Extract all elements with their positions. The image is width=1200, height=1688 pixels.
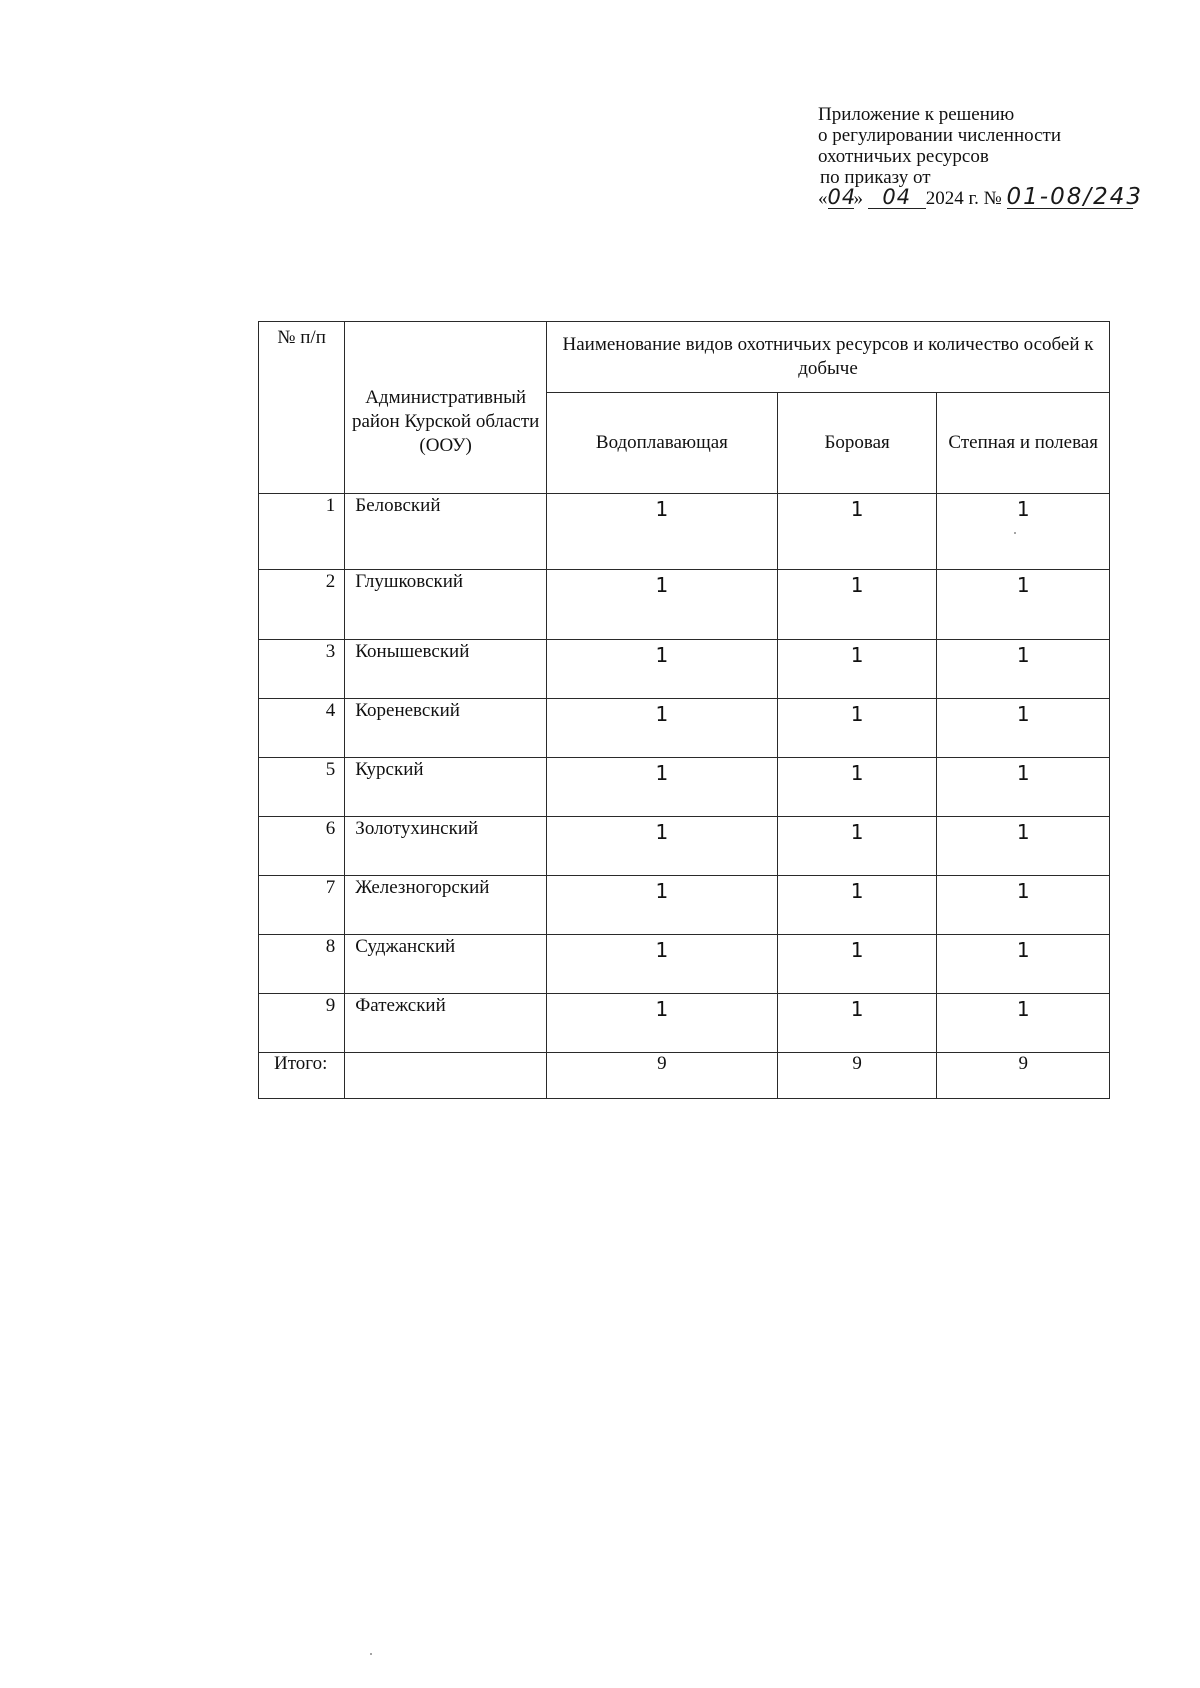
appendix-line-2: о регулировании численности bbox=[818, 125, 1061, 146]
total-waterfowl: 9 bbox=[547, 1053, 778, 1099]
appendix-line-1: Приложение к решению bbox=[818, 104, 1015, 125]
district-name: Суджанский bbox=[345, 935, 547, 994]
appendix-line-4: по приказу от bbox=[820, 167, 931, 188]
appendix-header bbox=[818, 104, 1144, 210]
order-year-text: 2024 г. № bbox=[925, 188, 1002, 209]
waterfowl-count: 1 bbox=[547, 570, 778, 640]
forest-game-count: 1 bbox=[777, 994, 937, 1053]
steppe-game-count: 1 bbox=[937, 494, 1110, 570]
order-number: 01-08/243 bbox=[1006, 184, 1144, 210]
order-day: 04 bbox=[827, 185, 857, 209]
forest-game-count: 1 bbox=[777, 758, 937, 817]
steppe-game-count: 1 bbox=[937, 758, 1110, 817]
row-number: 2 bbox=[259, 570, 345, 640]
header-num: № п/п bbox=[259, 322, 345, 494]
forest-game-count: 1 bbox=[777, 640, 937, 699]
waterfowl-count: 1 bbox=[547, 817, 778, 876]
waterfowl-count: 1 bbox=[547, 876, 778, 935]
row-number: 7 bbox=[259, 876, 345, 935]
open-quote: « bbox=[818, 188, 828, 209]
steppe-game-count: 1 bbox=[937, 876, 1110, 935]
table-row bbox=[259, 935, 1110, 994]
appendix-line-3: охотничьих ресурсов bbox=[818, 146, 989, 167]
row-number: 1 bbox=[259, 494, 345, 570]
table-row bbox=[259, 640, 1110, 699]
order-number-field bbox=[1006, 184, 1144, 210]
steppe-game-count: 1 bbox=[937, 640, 1110, 699]
table-row bbox=[259, 817, 1110, 876]
steppe-game-count: 1 bbox=[937, 570, 1110, 640]
forest-game-count: 1 bbox=[777, 699, 937, 758]
district-name: Конышевский bbox=[345, 640, 547, 699]
row-number: 3 bbox=[259, 640, 345, 699]
steppe-game-count: 1 bbox=[937, 994, 1110, 1053]
forest-game-count: 1 bbox=[777, 570, 937, 640]
row-number: 8 bbox=[259, 935, 345, 994]
waterfowl-count: 1 bbox=[547, 935, 778, 994]
row-number: 4 bbox=[259, 699, 345, 758]
waterfowl-count: 1 bbox=[547, 758, 778, 817]
total-district-cell bbox=[345, 1053, 547, 1099]
forest-game-count: 1 bbox=[777, 935, 937, 994]
district-name: Кореневский bbox=[345, 699, 547, 758]
waterfowl-count: 1 bbox=[547, 640, 778, 699]
district-name: Курский bbox=[345, 758, 547, 817]
header-species-group: Наименование видов охотничьих ресурсов и количество особей к добыче bbox=[547, 322, 1110, 393]
steppe-game-count: 1 bbox=[937, 699, 1110, 758]
total-label: Итого: bbox=[259, 1053, 345, 1099]
table-row bbox=[259, 699, 1110, 758]
table-row bbox=[259, 494, 1110, 570]
header-waterfowl: Водоплавающая bbox=[547, 393, 778, 494]
table-body bbox=[259, 322, 1110, 1099]
scan-speck bbox=[370, 1653, 372, 1655]
order-date-line bbox=[818, 184, 1144, 210]
row-number: 9 bbox=[259, 994, 345, 1053]
district-name: Беловский bbox=[345, 494, 547, 570]
header-district: Административный район Курской области (ООУ) bbox=[345, 322, 547, 494]
table-row bbox=[259, 758, 1110, 817]
district-name: Глушковский bbox=[345, 570, 547, 640]
district-name: Железногорский bbox=[345, 876, 547, 935]
order-day-field bbox=[827, 185, 857, 209]
scan-speck bbox=[1014, 532, 1016, 534]
waterfowl-count: 1 bbox=[547, 494, 778, 570]
steppe-game-count: 1 bbox=[937, 817, 1110, 876]
table-row bbox=[259, 994, 1110, 1053]
total-forest-game: 9 bbox=[777, 1053, 937, 1099]
district-name: Фатежский bbox=[345, 994, 547, 1053]
order-month-field bbox=[868, 185, 926, 209]
header-forest-game: Боровая bbox=[777, 393, 937, 494]
close-quote: » bbox=[853, 188, 863, 209]
table-row bbox=[259, 876, 1110, 935]
total-steppe-game: 9 bbox=[937, 1053, 1110, 1099]
hunting-quota-table bbox=[258, 321, 1110, 1099]
forest-game-count: 1 bbox=[777, 876, 937, 935]
steppe-game-count: 1 bbox=[937, 935, 1110, 994]
row-number: 6 bbox=[259, 817, 345, 876]
forest-game-count: 1 bbox=[777, 817, 937, 876]
order-month: 04 bbox=[882, 185, 912, 209]
header-row-1 bbox=[259, 322, 1110, 393]
header-steppe-game: Степная и полевая bbox=[937, 393, 1110, 494]
district-name: Золотухинский bbox=[345, 817, 547, 876]
table-row bbox=[259, 570, 1110, 640]
row-number: 5 bbox=[259, 758, 345, 817]
total-row bbox=[259, 1053, 1110, 1099]
waterfowl-count: 1 bbox=[547, 994, 778, 1053]
forest-game-count: 1 bbox=[777, 494, 937, 570]
waterfowl-count: 1 bbox=[547, 699, 778, 758]
